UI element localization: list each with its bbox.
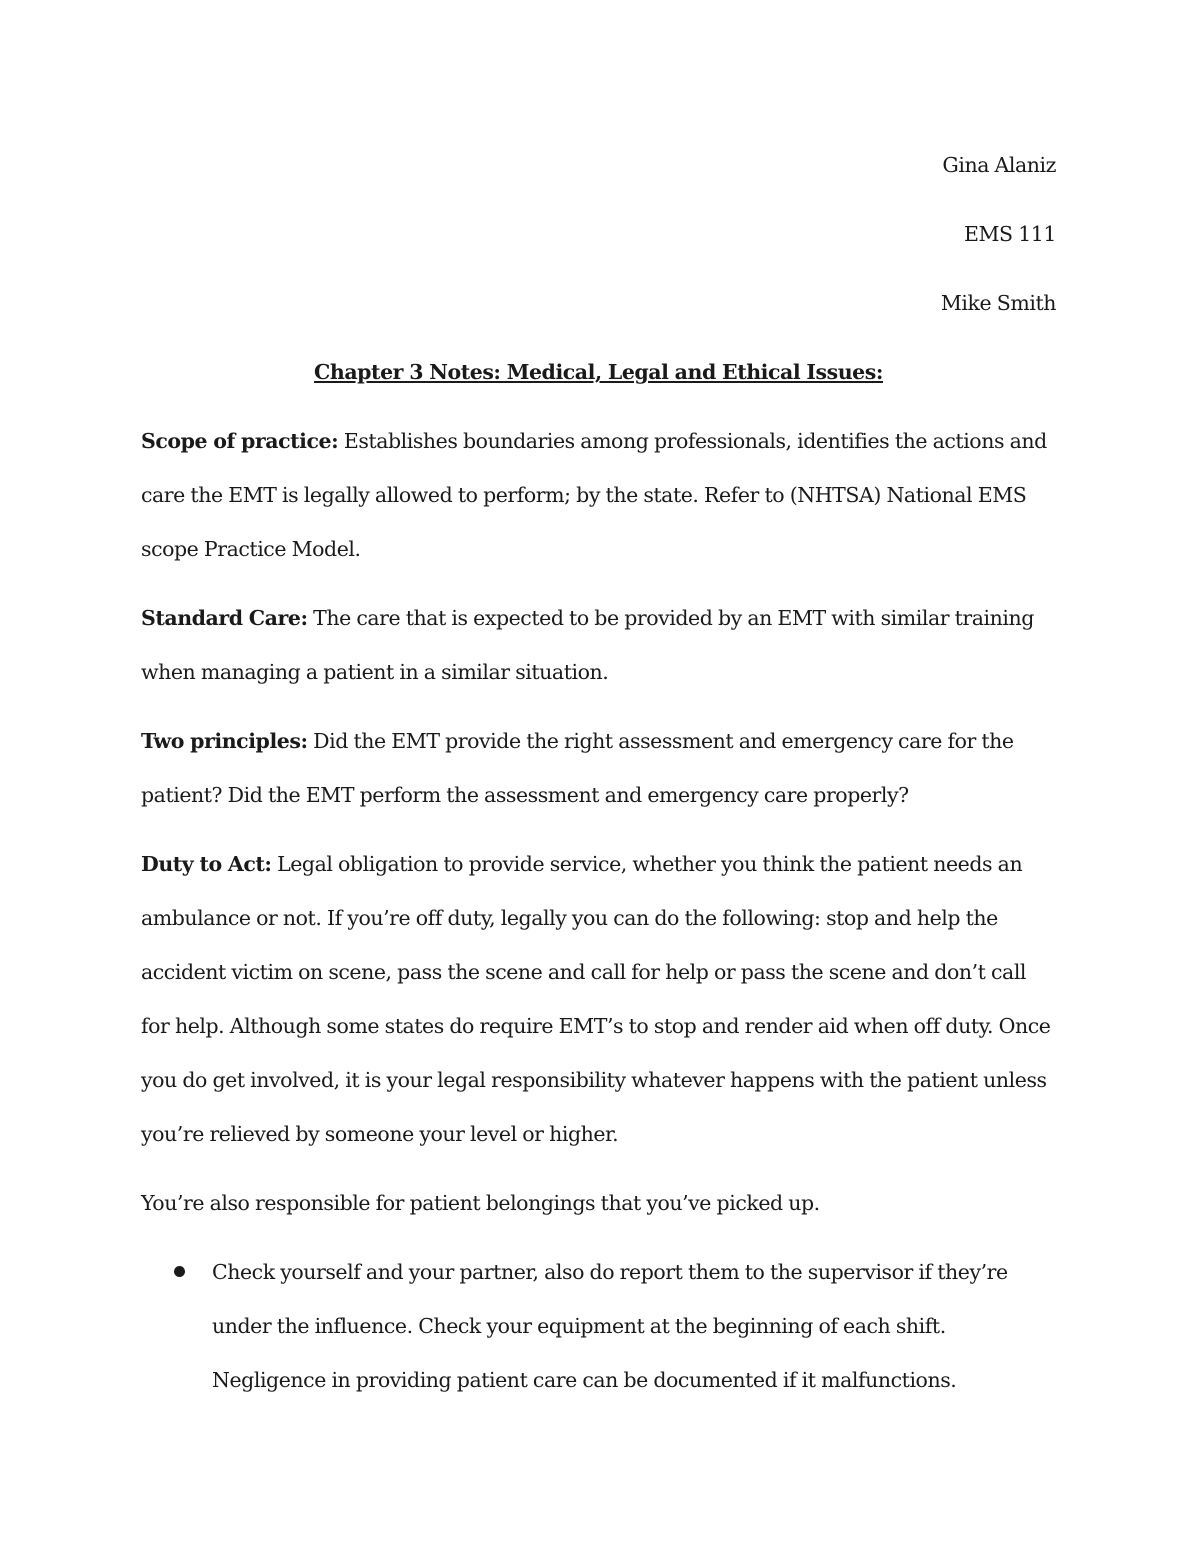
paragraph-duty-to-act xyxy=(141,837,1056,1161)
document-body xyxy=(141,138,1056,1407)
definition-standard-care: The care that is expected to be provided by an EMT with similar training when managing a patient in a similar situation. xyxy=(141,606,1034,684)
term-two-principles: Two principles: xyxy=(141,729,308,753)
term-duty-to-act: Duty to Act: xyxy=(141,852,272,876)
definition-duty-to-act: Legal obligation to provide service, whether you think the patient needs an ambulance or not. If you’re off duty, legally you can do the following: stop and help the accident victim on scene, pass the scene and call for help or pass the scene and don’t call for help. Although some states do require EMT’s to stop and render aid when off duty. Once you do get involved, it is your legal responsibility whatever happens with the patient unless you’re relieved by someone your level or higher. xyxy=(141,852,1051,1146)
document-title: Chapter 3 Notes: Medical, Legal and Ethical Issues: xyxy=(314,360,883,384)
paragraph-two-principles xyxy=(141,714,1056,822)
paragraph-standard-care xyxy=(141,591,1056,699)
paragraph-scope-of-practice xyxy=(141,414,1056,576)
definition-two-principles: Did the EMT provide the right assessment and emergency care for the patient? Did the EMT perform the assessment and emergency care properly? xyxy=(141,729,1014,807)
instructor-name: Mike Smith xyxy=(940,291,1056,315)
paragraph-patient-belongings: You’re also responsible for patient belongings that you’ve picked up. xyxy=(141,1191,820,1215)
bullet-list xyxy=(141,1245,1056,1407)
bullet-icon xyxy=(174,1266,185,1277)
definition-scope-of-practice: Establishes boundaries among professionals, identifies the actions and care the EMT is legally allowed to perform; by the state. Refer to (NHTSA) National EMS scope Practice Model. xyxy=(141,429,1047,561)
list-item-text: Check yourself and your partner, also do report them to the supervisor if they’re under the influence. Check your equipment at the beginning of each shift. Negligence in providing patient care can be documented if it malfunctions. xyxy=(212,1260,1008,1392)
list-item xyxy=(141,1245,1056,1407)
term-scope-of-practice: Scope of practice: xyxy=(141,429,339,453)
term-standard-care: Standard Care: xyxy=(141,606,308,630)
student-name: Gina Alaniz xyxy=(942,153,1056,177)
course-code: EMS 111 xyxy=(964,222,1056,246)
